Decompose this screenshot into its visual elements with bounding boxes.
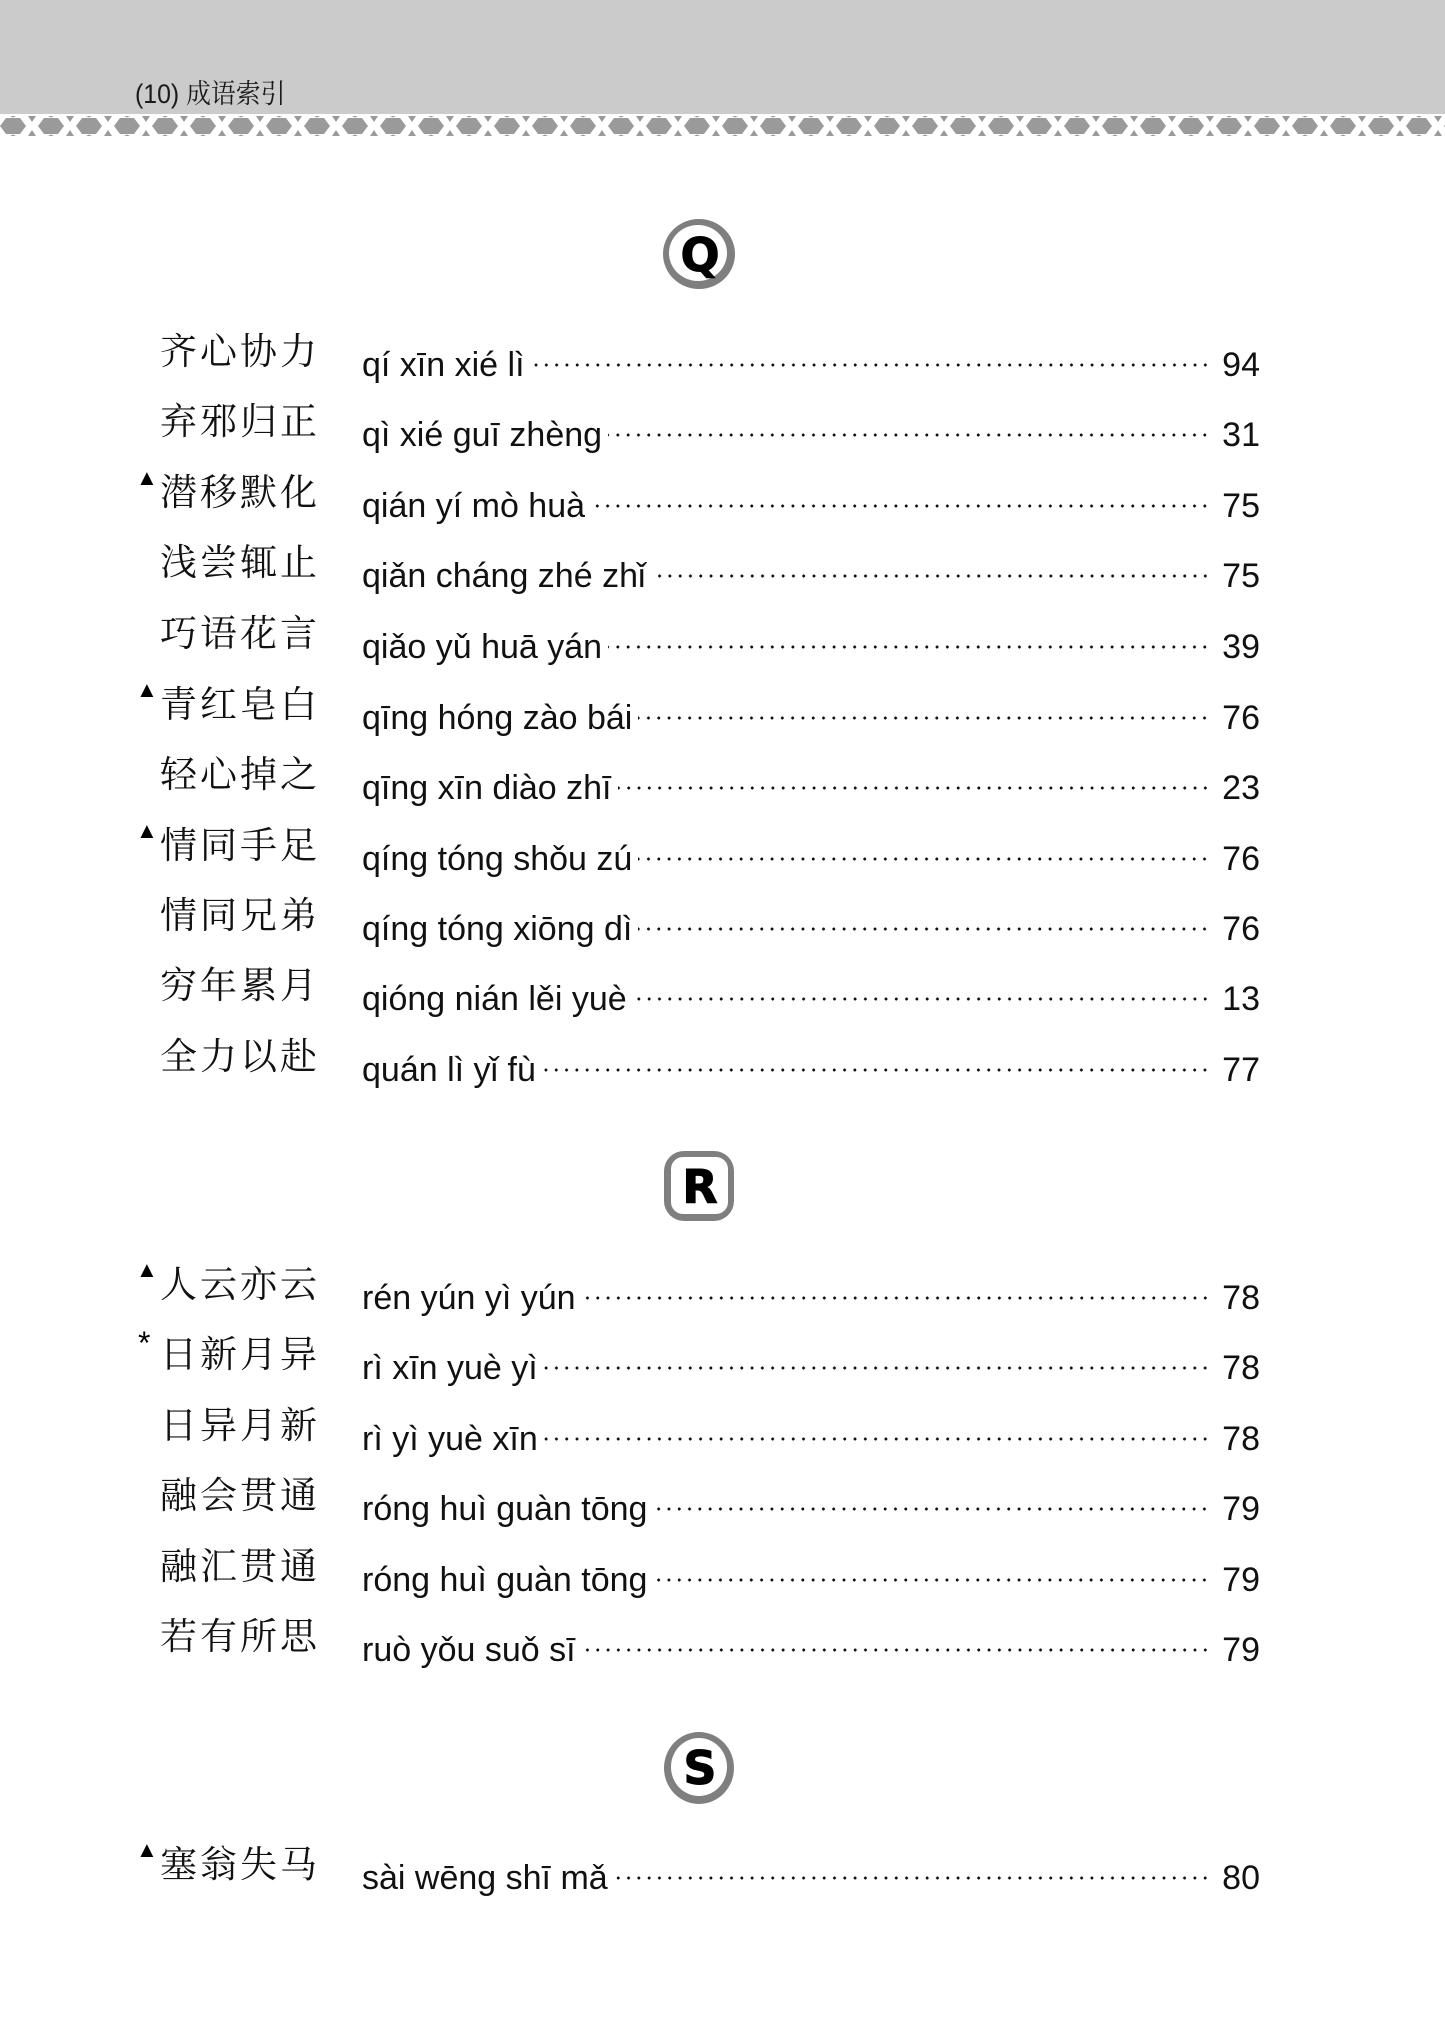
- dot-leader: [591, 473, 1216, 517]
- section-letter: R: [682, 1160, 718, 1214]
- index-entry: [0, 818, 1445, 882]
- index-entry: [0, 677, 1445, 741]
- page-number: 75: [1222, 557, 1260, 595]
- page-number: 39: [1222, 628, 1260, 666]
- asterisk-marker-icon: *: [138, 1325, 151, 1361]
- page-number: 80: [1222, 1859, 1260, 1897]
- pinyin-text: qiǎn cháng zhé zhǐ: [362, 557, 646, 595]
- idiom-text: 穷年累月: [160, 964, 320, 1007]
- pinyin-text: ruò yǒu suǒ sī: [362, 1631, 576, 1669]
- page-number: 79: [1222, 1561, 1260, 1599]
- index-entry: [0, 539, 1445, 599]
- dot-leader: [633, 966, 1216, 1010]
- page-number: 76: [1222, 840, 1260, 878]
- pinyin-text: qiǎo yǔ huā yán: [362, 628, 603, 666]
- pinyin-text: róng huì guàn tōng: [362, 1561, 648, 1599]
- page-number: 75: [1222, 487, 1260, 525]
- triangle-marker-icon: ▲: [136, 1837, 158, 1862]
- dot-leader: [542, 1037, 1216, 1081]
- triangle-marker-icon: ▲: [136, 1257, 158, 1282]
- pinyin-text: quán lì yǐ fù: [362, 1051, 536, 1089]
- idiom-text: 若有所思: [160, 1615, 320, 1658]
- pinyin-text: qīng hóng zào bái: [362, 699, 633, 737]
- idiom-text: 浅尝辄止: [160, 541, 320, 584]
- entry-leader-row: [362, 966, 1260, 1018]
- pinyin-text: qióng nián lěi yuè: [362, 980, 627, 1018]
- pinyin-text: qīng xīn diào zhī: [362, 769, 612, 807]
- index-entry: [0, 610, 1445, 670]
- index-entry: [0, 1613, 1445, 1673]
- page-number: 23: [1222, 769, 1260, 807]
- dot-leader: [653, 1476, 1216, 1520]
- index-entry: [0, 1033, 1445, 1093]
- index-entry: [0, 328, 1445, 388]
- section-letter: Q: [680, 228, 720, 282]
- pinyin-text: qíng tóng shǒu zú: [362, 840, 633, 878]
- pinyin-text: qián yí mò huà: [362, 487, 586, 525]
- idiom-text: 轻心掉之: [160, 753, 320, 796]
- idiom-text: 塞翁失马: [160, 1843, 320, 1886]
- index-entry: [0, 1837, 1445, 1901]
- dot-leader: [582, 1617, 1216, 1661]
- page-title: (10) 成语索引: [135, 79, 286, 109]
- entry-leader-row: [362, 685, 1260, 737]
- index-entry: [0, 751, 1445, 811]
- dot-leader: [638, 826, 1216, 870]
- page-number: 79: [1222, 1490, 1260, 1528]
- section-badge-s: [661, 1729, 739, 1807]
- triangle-marker-icon: ▲: [136, 818, 158, 843]
- idiom-text: 人云亦云: [160, 1263, 320, 1306]
- dot-leader: [582, 1265, 1216, 1309]
- page-number: 78: [1222, 1420, 1260, 1458]
- entry-leader-row: [362, 1617, 1260, 1669]
- dot-leader: [638, 685, 1216, 729]
- entry-leader-row: [362, 402, 1260, 454]
- entry-leader-row: [362, 896, 1260, 948]
- dot-leader: [652, 543, 1216, 587]
- entry-leader-row: [362, 614, 1260, 666]
- entry-leader-row: [362, 1406, 1260, 1458]
- pinyin-text: rì yì yuè xīn: [362, 1420, 538, 1458]
- dot-leader: [544, 1406, 1216, 1450]
- index-entry: [0, 1257, 1445, 1321]
- index-entry: [0, 1543, 1445, 1603]
- entry-leader-row: [362, 1037, 1260, 1089]
- section-badge-r: [661, 1148, 739, 1226]
- dot-leader: [608, 614, 1216, 658]
- idiom-text: 日新月异: [160, 1333, 320, 1376]
- idiom-text: 情同手足: [160, 824, 320, 867]
- index-entry: [0, 962, 1445, 1022]
- entry-leader-row: [362, 1845, 1260, 1897]
- pinyin-text: sài wēng shī mǎ: [362, 1859, 608, 1897]
- page-number: 79: [1222, 1631, 1260, 1669]
- page-number: 13: [1222, 980, 1260, 1018]
- idiom-text: 融汇贯通: [160, 1545, 320, 1588]
- decorative-hex-border: [0, 116, 1445, 136]
- dot-leader: [531, 332, 1216, 376]
- entry-leader-row: [362, 543, 1260, 595]
- pinyin-text: qí xīn xié lì: [362, 346, 525, 384]
- page-number: 94: [1222, 346, 1260, 384]
- entry-leader-row: [362, 1265, 1260, 1317]
- idiom-text: 巧语花言: [160, 612, 320, 655]
- entry-leader-row: [362, 1547, 1260, 1599]
- entry-leader-row: [362, 473, 1260, 525]
- pinyin-text: róng huì guàn tōng: [362, 1490, 648, 1528]
- page-number: 78: [1222, 1349, 1260, 1387]
- pinyin-text: qíng tóng xiōng dì: [362, 910, 633, 948]
- page-number: 77: [1222, 1051, 1260, 1089]
- dot-leader: [653, 1547, 1216, 1591]
- page-number: 76: [1222, 910, 1260, 948]
- page-number: 76: [1222, 699, 1260, 737]
- dot-leader: [638, 896, 1216, 940]
- idiom-text: 弃邪归正: [160, 400, 320, 443]
- dot-leader: [544, 1335, 1216, 1379]
- entry-leader-row: [362, 826, 1260, 878]
- entry-leader-row: [362, 755, 1260, 807]
- idiom-text: 融会贯通: [160, 1474, 320, 1517]
- idiom-text: 全力以赴: [160, 1035, 320, 1078]
- dot-leader: [618, 755, 1216, 799]
- triangle-marker-icon: ▲: [136, 465, 158, 490]
- section-letter: S: [683, 1741, 717, 1795]
- pinyin-text: rì xīn yuè yì: [362, 1349, 538, 1387]
- section-badge-q: [661, 216, 739, 294]
- entry-leader-row: [362, 1335, 1260, 1387]
- page-number: 78: [1222, 1279, 1260, 1317]
- idiom-text: 日异月新: [160, 1404, 320, 1447]
- page-number: 31: [1222, 416, 1260, 454]
- pinyin-text: rén yún yì yún: [362, 1279, 576, 1317]
- idiom-text: 潜移默化: [160, 471, 320, 514]
- index-entry: [0, 465, 1445, 529]
- index-entry: [0, 1472, 1445, 1532]
- index-entry: [0, 398, 1445, 458]
- dot-leader: [614, 1845, 1216, 1889]
- entry-leader-row: [362, 332, 1260, 384]
- index-entry: [0, 892, 1445, 952]
- index-entry: [0, 1325, 1445, 1391]
- header-band: [0, 0, 1445, 114]
- idiom-text: 齐心协力: [160, 330, 320, 373]
- entry-leader-row: [362, 1476, 1260, 1528]
- dot-leader: [608, 402, 1216, 446]
- triangle-marker-icon: ▲: [136, 677, 158, 702]
- idiom-text: 情同兄弟: [160, 894, 320, 937]
- idiom-text: 青红皂白: [160, 683, 320, 726]
- pinyin-text: qì xié guī zhèng: [362, 416, 603, 454]
- index-entry: [0, 1402, 1445, 1462]
